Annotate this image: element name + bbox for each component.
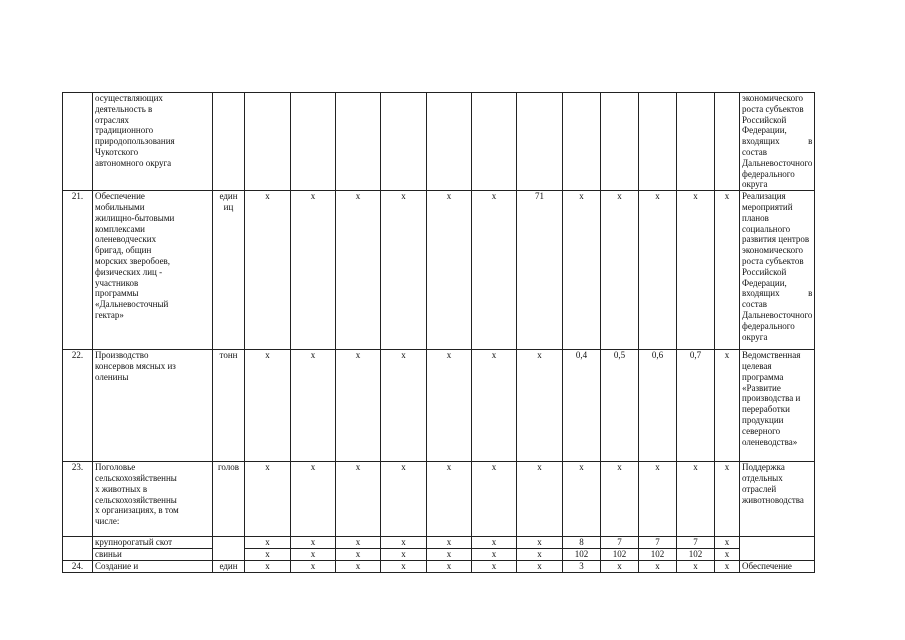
source-cell-line: округа — [742, 179, 768, 190]
value-cell: х — [245, 462, 291, 537]
source-cell-line: федерального — [742, 320, 795, 331]
source-cell-line: роста субъектов — [742, 255, 804, 266]
indicator-name-cell-line: числе: — [95, 516, 120, 527]
value-cell: х — [245, 350, 291, 462]
indicator-name-cell: крупнорогатый скот — [93, 537, 213, 549]
value-cell: х — [336, 350, 381, 462]
value-cell: х — [472, 537, 517, 549]
source-cell-line: «Развитие — [742, 382, 781, 393]
row-number-cell: 22. — [63, 350, 93, 462]
source-cell-line: продукции — [742, 414, 784, 425]
source-cell-line: производства и — [742, 393, 801, 404]
value-cell: х — [677, 462, 715, 537]
indicator-name-cell-line: традиционного — [95, 125, 154, 136]
indicator-name-cell-line: осуществляющих — [95, 93, 163, 103]
source-cell-line: Российской — [742, 114, 787, 125]
source-cell-line: входящих в состав — [742, 136, 813, 157]
value-cell: х — [677, 561, 715, 573]
value-cell: х — [517, 462, 563, 537]
indicator-name-cell — [93, 191, 213, 350]
value-cell: 7 — [639, 537, 677, 549]
source-cell nb-line: отраслей — [742, 483, 777, 494]
value-cell: х — [245, 549, 291, 561]
source-cell-line: Федерации, — [742, 277, 787, 288]
source-cell: Обеспечение — [740, 561, 815, 573]
indicator-name-cell-line: программы — [95, 288, 139, 299]
value-cell — [381, 93, 427, 191]
unit-cell nb-line: голов — [217, 462, 240, 473]
value-cell: х — [472, 462, 517, 537]
source-cell nb-line: животноводства — [742, 494, 804, 505]
value-cell: х — [601, 191, 639, 350]
indicator-name-cell-line: гектар» — [95, 309, 124, 320]
indicator-name-cell-line: бригад, общин — [95, 245, 152, 256]
indicator-name-cell: Создание и — [93, 561, 213, 573]
value-cell — [601, 93, 639, 191]
value-cell: х — [291, 462, 336, 537]
value-cell — [472, 93, 517, 191]
value-cell: 3 — [563, 561, 601, 573]
indicator-name-cell-line: комплексами — [95, 223, 146, 234]
unit-cell-line: тонн — [219, 350, 238, 361]
indicator-name-cell-line: участников — [95, 277, 139, 288]
row-number-cell — [63, 537, 93, 549]
value-cell: х — [291, 537, 336, 549]
data-table — [62, 92, 815, 573]
indicator-name-cell-line: Поголовье — [95, 462, 136, 473]
value-cell: х — [291, 549, 336, 561]
value-cell: 0,6 — [639, 350, 677, 462]
indicator-name-cell-line: Обеспечение — [95, 191, 145, 202]
value-cell: х — [639, 191, 677, 350]
table-row — [63, 537, 815, 549]
unit-cell-line: един — [219, 191, 238, 202]
value-cell: х — [517, 537, 563, 549]
source-cell-line: развития центров — [742, 234, 810, 245]
value-cell: х — [336, 462, 381, 537]
value-cell: х — [381, 537, 427, 549]
source-cell — [740, 350, 815, 462]
unit-cell — [213, 93, 245, 191]
source-cell — [740, 191, 815, 350]
value-cell: х — [472, 549, 517, 561]
value-cell — [336, 93, 381, 191]
source-cell-line: Ведомственная — [742, 350, 801, 361]
value-cell: 0,7 — [677, 350, 715, 462]
source-cell nb-line: отдельных — [742, 472, 783, 483]
table-row — [63, 549, 815, 561]
value-cell: х — [427, 561, 472, 573]
source-cell-line: социального — [742, 223, 791, 234]
value-cell: х — [715, 537, 740, 549]
value-cell: х — [336, 561, 381, 573]
indicator-name-cell-line: отраслях — [95, 114, 130, 125]
value-cell: х — [639, 561, 677, 573]
value-cell: 7 — [677, 537, 715, 549]
value-cell: х — [427, 191, 472, 350]
value-cell: х — [291, 191, 336, 350]
value-cell: 102 — [639, 549, 677, 561]
value-cell: х — [336, 549, 381, 561]
source-cell nb-line: Поддержка — [742, 462, 785, 473]
source-cell-line: северного — [742, 425, 781, 436]
value-cell: х — [715, 549, 740, 561]
row-number-cell — [63, 549, 93, 561]
value-cell — [563, 93, 601, 191]
source-cell-line: экономического — [742, 93, 804, 103]
value-cell: х — [715, 462, 740, 537]
value-cell: х — [245, 191, 291, 350]
value-cell: х — [427, 549, 472, 561]
value-cell — [245, 93, 291, 191]
table-row — [63, 350, 815, 462]
indicator-name-cell-line: Чукотского — [95, 146, 139, 157]
source-cell-line: федерального — [742, 168, 795, 179]
source-cell — [740, 537, 815, 549]
unit-cell-line: иц — [223, 201, 234, 212]
indicator-name-cell-line: х организациях, в том — [95, 505, 179, 516]
source-cell nb — [740, 462, 815, 537]
value-cell: 102 — [677, 549, 715, 561]
indicator-name-cell-line: морских зверобоев, — [95, 255, 171, 266]
indicator-name-cell-line: х животных в — [95, 483, 148, 494]
indicator-name-cell-line: природопользования — [95, 136, 175, 147]
value-cell: х — [472, 561, 517, 573]
value-cell: х — [517, 561, 563, 573]
value-cell: х — [472, 350, 517, 462]
value-cell: х — [291, 350, 336, 462]
source-cell-line: переработки — [742, 404, 790, 415]
value-cell: х — [427, 537, 472, 549]
source-cell — [740, 549, 815, 561]
source-cell-line: Федерации, — [742, 125, 787, 136]
value-cell: 102 — [563, 549, 601, 561]
source-cell-line: Российской — [742, 266, 787, 277]
table-row — [63, 93, 815, 191]
value-cell: х — [715, 191, 740, 350]
table-row — [63, 191, 815, 350]
value-cell: х — [563, 191, 601, 350]
value-cell: х — [563, 462, 601, 537]
indicator-name-cell — [93, 350, 213, 462]
value-cell: 0,4 — [563, 350, 601, 462]
value-cell: х — [291, 561, 336, 573]
unit-cell — [213, 537, 245, 549]
value-cell: 0,5 — [601, 350, 639, 462]
value-cell: х — [381, 350, 427, 462]
value-cell — [517, 93, 563, 191]
row-number-cell: 24. — [63, 561, 93, 573]
value-cell — [715, 93, 740, 191]
source-cell-line: программа — [742, 371, 784, 382]
value-cell: х — [336, 537, 381, 549]
source-cell-line: роста субъектов — [742, 103, 804, 114]
row-number-cell nb: 23. — [63, 462, 93, 537]
indicator-name-cell: свиньи — [93, 549, 213, 561]
unit-cell — [213, 549, 245, 561]
table-row — [63, 561, 815, 573]
source-cell-line: оленеводства» — [742, 436, 798, 447]
source-cell-line: округа — [742, 331, 768, 342]
value-cell: х — [427, 350, 472, 462]
value-cell: х — [601, 561, 639, 573]
value-cell: 102 — [601, 549, 639, 561]
value-cell — [291, 93, 336, 191]
value-cell: 8 — [563, 537, 601, 549]
table-row — [63, 462, 815, 537]
indicator-name-cell-line: мобильными — [95, 201, 145, 212]
unit-cell: един — [213, 561, 245, 573]
value-cell: х — [245, 537, 291, 549]
source-cell-line: целевая — [742, 360, 772, 371]
value-cell: х — [517, 549, 563, 561]
indicator-name-cell-line: автономного округа — [95, 157, 172, 168]
value-cell: х — [677, 191, 715, 350]
value-cell: х — [601, 462, 639, 537]
value-cell — [427, 93, 472, 191]
indicator-name-cell-line: физических лиц - — [95, 266, 163, 277]
value-cell: х — [427, 462, 472, 537]
source-cell-line: экономического — [742, 245, 804, 256]
value-cell: х — [381, 462, 427, 537]
source-cell — [740, 93, 815, 191]
indicator-name-cell-line: оленеводческих — [95, 234, 157, 245]
value-cell: 71 — [517, 191, 563, 350]
unit-cell — [213, 191, 245, 350]
indicator-name-cell — [93, 93, 213, 191]
value-cell: х — [639, 462, 677, 537]
unit-cell — [213, 350, 245, 462]
source-cell-line: Дальневосточного — [742, 309, 813, 320]
value-cell: х — [517, 350, 563, 462]
indicator-name-cell-line: оленины — [95, 371, 129, 382]
value-cell: х — [381, 191, 427, 350]
value-cell: х — [381, 561, 427, 573]
unit-cell nb — [213, 462, 245, 537]
source-cell-line: входящих в состав — [742, 288, 813, 310]
value-cell: х — [245, 561, 291, 573]
source-cell-line: Дальневосточного — [742, 157, 813, 168]
indicator-name-cell-line: сельскохозяйственны — [95, 494, 177, 505]
value-cell: 7 — [601, 537, 639, 549]
indicator-name-cell-line: жилищно-бытовыми — [95, 212, 175, 223]
row-number-cell: 21. — [63, 191, 93, 350]
value-cell: х — [472, 191, 517, 350]
source-cell-line: планов — [742, 212, 769, 223]
indicator-name-cell-line: сельскохозяйственны — [95, 472, 177, 483]
source-cell-line: Реализация — [742, 191, 786, 202]
value-cell: х — [336, 191, 381, 350]
value-cell: х — [715, 350, 740, 462]
row-number-cell — [63, 93, 93, 191]
indicator-name-cell — [93, 462, 213, 537]
indicator-name-cell-line: деятельность в — [95, 103, 153, 114]
indicator-name-cell-line: Производство — [95, 350, 149, 361]
value-cell — [677, 93, 715, 191]
indicator-name-cell-line: консервов мясных из — [95, 360, 176, 371]
value-cell: х — [715, 561, 740, 573]
value-cell — [639, 93, 677, 191]
source-cell-line: мероприятий — [742, 201, 793, 212]
value-cell: х — [381, 549, 427, 561]
indicator-name-cell-line: «Дальневосточный — [95, 299, 169, 310]
